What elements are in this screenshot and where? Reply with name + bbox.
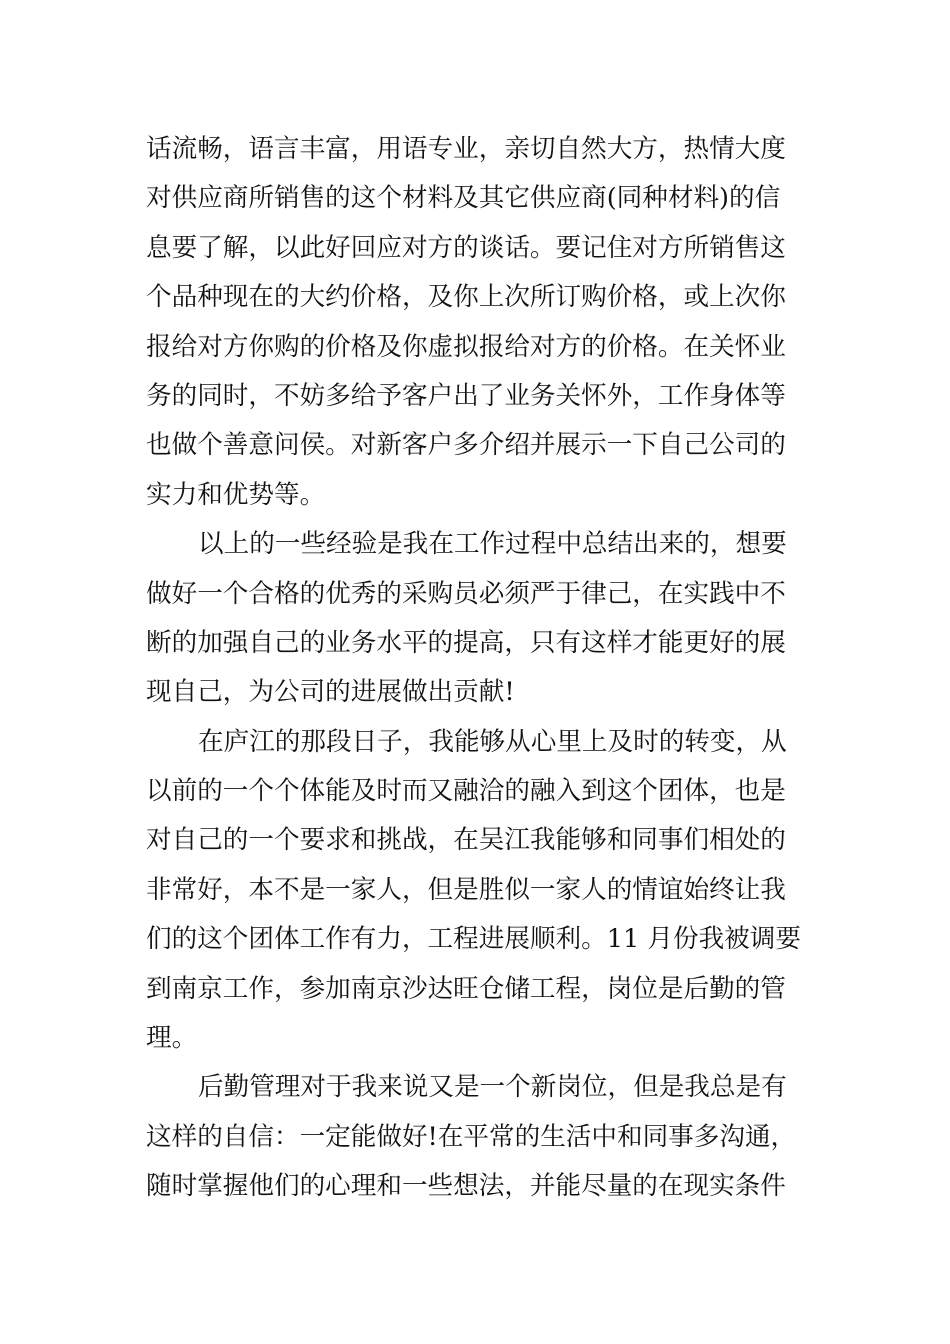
paragraph-first-line: 后勤管理对于我来说又是一个新岗位，但是我总是有 [198,1072,787,1103]
text-line: 话流畅，语言丰富，用语专业，亲切自然大方，热情大度 [146,134,786,164]
text-line: 对自己的一个要求和挑战，在吴江我能够和同事们相处的 [146,825,786,856]
text-line: 对供应商所销售的这个材料及其它供应商(同种材料)的信 [146,183,781,214]
text-line: 们的这个团体工作有力，工程进展顺利。11 月份我被调要 [146,924,801,955]
text-line: 随时掌握他们的心理和一些想法，并能尽量的在现实条件 [146,1171,786,1202]
text-line: 实力和优势等。 [146,479,326,510]
text-line: 断的加强自己的业务水平的提高，只有这样才能更好的展 [146,627,786,658]
body-text [146,125,806,1212]
text-line: 非常好，本不是一家人，但是胜似一家人的情谊始终让我 [146,874,786,905]
text-line: 个品种现在的大约价格，及你上次所订购价格，或上次你 [146,282,786,313]
text-line: 现自己，为公司的进展做出贡献! [146,677,515,708]
text-line: 理。 [146,1023,198,1054]
text-line: 息要了解，以此好回应对方的谈话。要记住对方所销售这 [146,232,786,263]
text-line: 做好一个合格的优秀的采购员必须严于律己，在实践中不 [146,578,786,609]
text-line: 也做个善意问侯。对新客户多介绍并展示一下自己公司的 [146,430,786,461]
paragraph-first-line: 在庐江的那段日子，我能够从心里上及时的转变，从 [198,726,787,757]
text-line: 务的同时，不妨多给予客户出了业务关怀外，工作身体等 [146,380,786,411]
text-line: 报给对方你购的价格及你虚拟报给对方的价格。在关怀业 [146,331,786,362]
text-line: 这样的自信：一定能做好!在平常的生活中和同事多沟通， [146,1121,797,1152]
paragraph-first-line: 以上的一些经验是我在工作过程中总结出来的，想要 [198,529,787,560]
text-line: 到南京工作，参加南京沙达旺仓储工程，岗位是后勤的管 [146,973,786,1004]
text-line: 以前的一个个体能及时而又融洽的融入到这个团体，也是 [146,776,786,807]
